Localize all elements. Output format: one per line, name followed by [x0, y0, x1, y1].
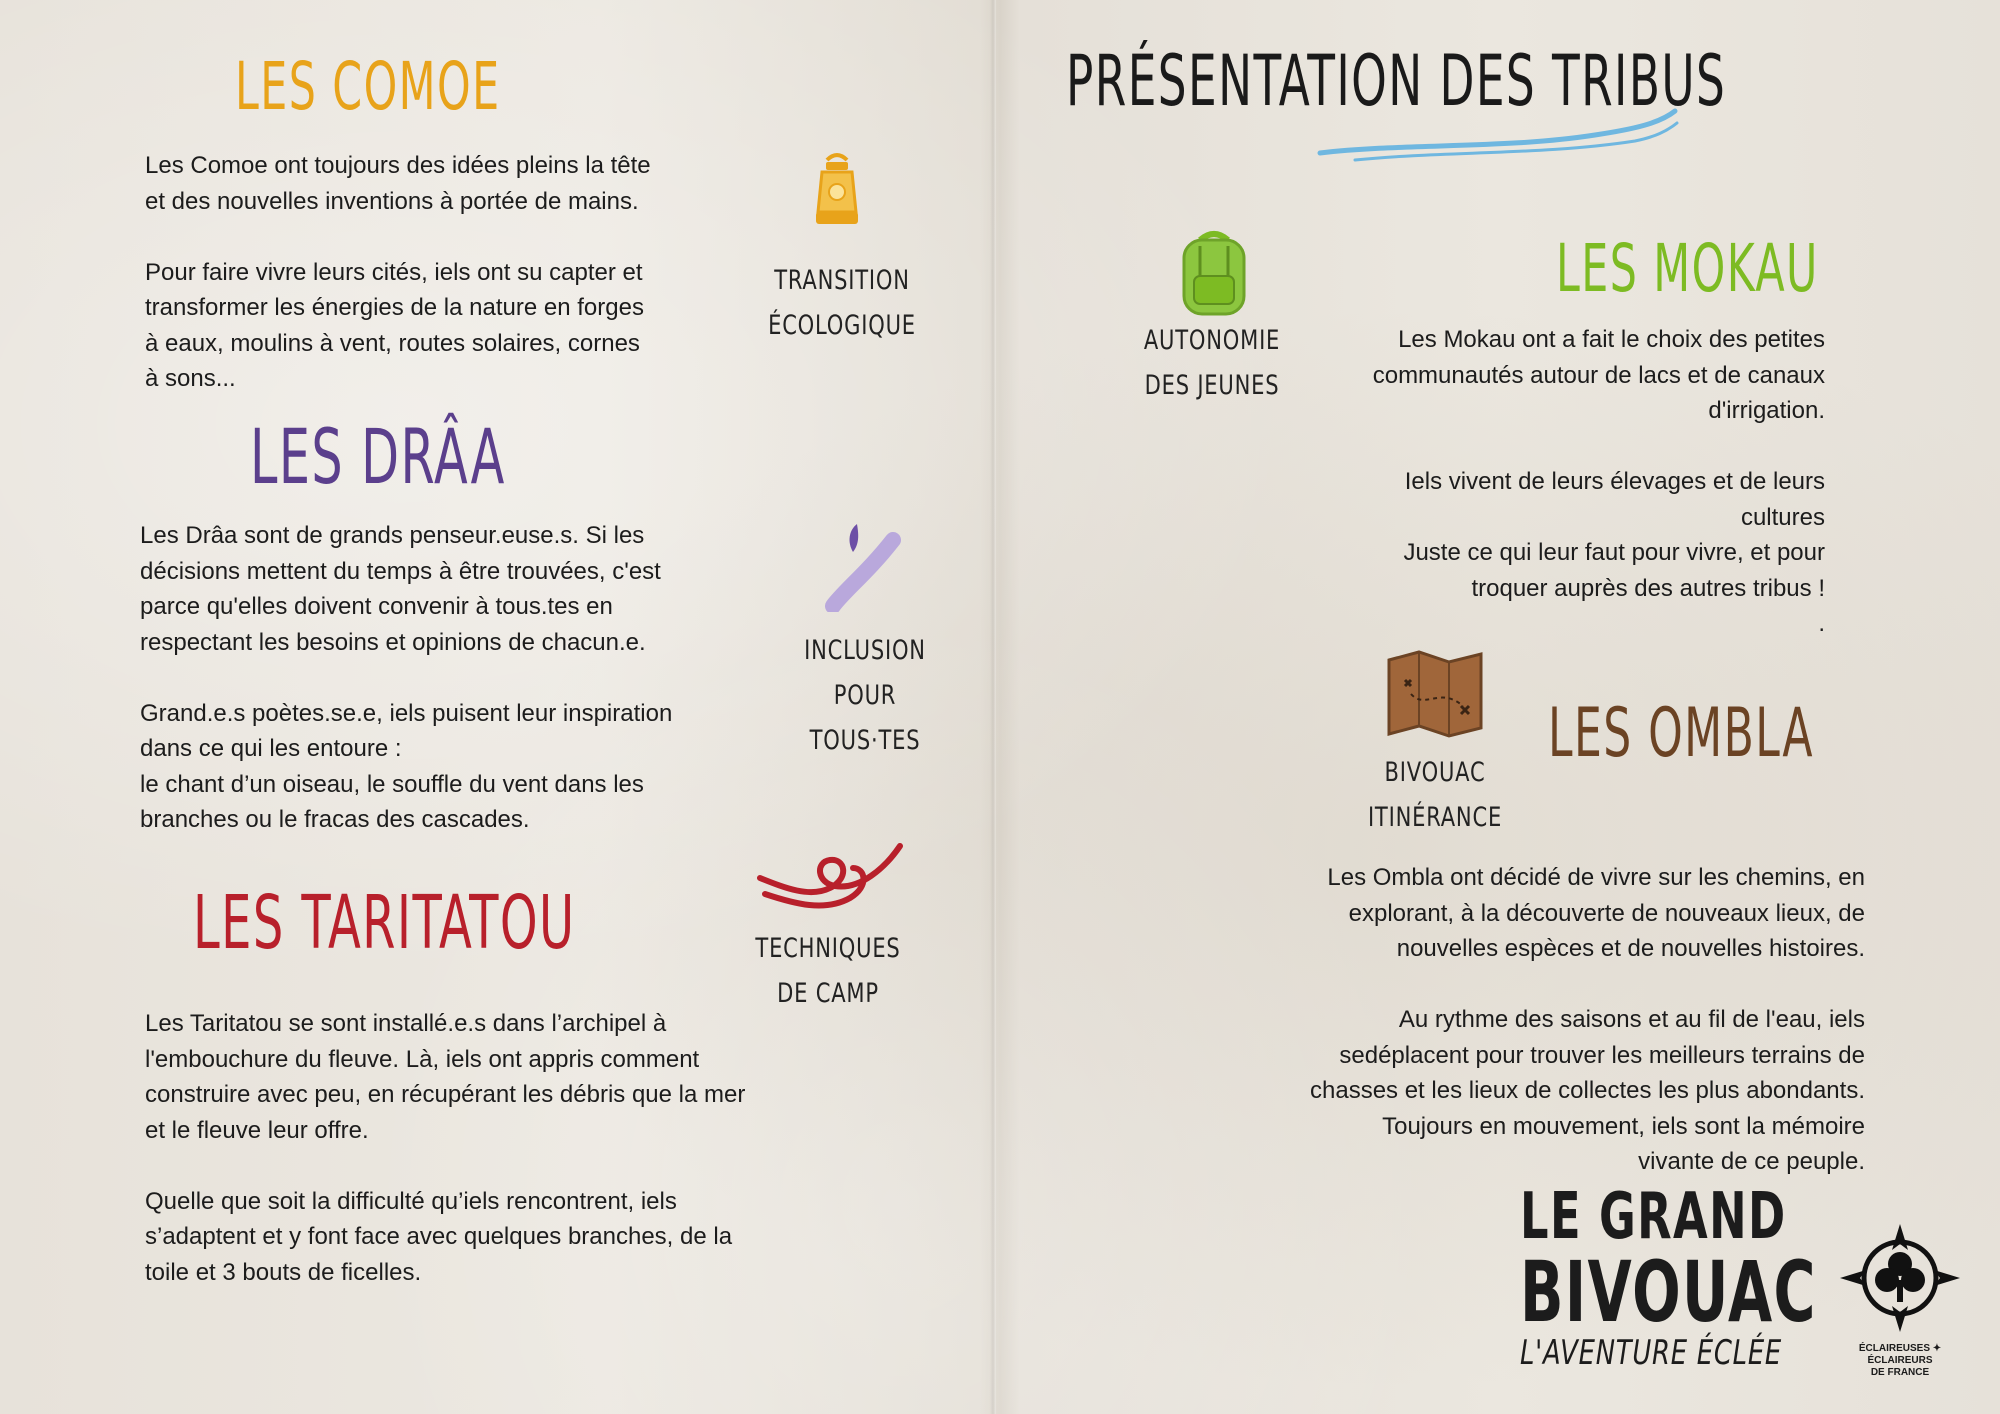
mokau-description: Les Mokau ont a fait le choix des petites communautés autour de lacs et de canaux d'irrigation. Iels vivent de leurs élevages et de leurs cultures Juste ce qui leur faut pour vivre, et pour troquer auprès des autres tribus ! .: [1372, 326, 1825, 637]
lantern-icon: [812, 150, 862, 234]
logo-line1: LE GRAND: [1520, 1180, 1787, 1254]
map-icon: [1385, 650, 1485, 738]
ombla-value-label: BIVOUAC ITINÉRANCE: [1367, 757, 1503, 833]
taritatou-description: Les Taritatou se sont installé.e.s dans l’archipel à l'embouchure du fleuve. Là, iels ont appris comment construire avec peu, en récupérant les débris que la mer et le fleuve leur offre. Quelle que soit la difficulté qu’iels rencontrent, iels s’adaptent et y font face avec quelques branches, de la toile et 3 bouts de ficelles.: [145, 1010, 746, 1286]
backpack-icon: [1178, 228, 1250, 316]
draa-title: LES DRÂA: [250, 412, 506, 501]
grand-bivouac-logo: [1520, 1182, 1820, 1397]
eedf-logo: [1834, 1222, 1966, 1378]
taritatou-value-label: TECHNIQUES DE CAMP: [755, 933, 901, 1009]
draa-description: Les Drâa sont de grands penseur.euse.s. Si les décisions mettent du temps à être trouvées, c'est parce qu'elles doivent convenir à tous.tes en respectant les besoins et opinions de chacun.e. Grand.e.s poètes.se.e, iels puisent leur inspiration dans ce qui les entoure : le chant d’un oiseau, le souffle du vent dans les branches ou le fracas des cascades.: [140, 522, 673, 833]
page-title: PRÉSENTATION DES TRIBUS: [1066, 40, 1727, 122]
rope-knot-icon: [755, 838, 905, 918]
comoe-title: LES COMOE: [235, 48, 501, 125]
comoe-value-label: TRANSITION ÉCOLOGIQUE: [768, 265, 916, 341]
eedf-name: ÉCLAIREUSES ✦ ÉCLAIREURS DE FRANCE: [1858, 1343, 1942, 1378]
logo-tagline: L'AVENTURE ÉCLÉE: [1520, 1333, 1782, 1373]
title-underline-wave: [1315, 105, 1685, 165]
page-fold: [990, 0, 996, 1414]
mokau-title: LES MOKAU: [1556, 230, 1819, 307]
comoe-description: Les Comoe ont toujours des idées pleins la tête et des nouvelles inventions à portée de mains. Pour faire vivre leurs cités, iels ont su capter et transformer les énergies de la nature en forges à eaux, moulins à vent, routes solaires, cornes à sons...: [145, 152, 651, 392]
draa-value-label: INCLUSION POUR TOUS·TES: [804, 635, 926, 756]
logo-line2: BIVOUAC: [1520, 1243, 1817, 1341]
trefoil-compass-icon: [1834, 1222, 1966, 1334]
ombla-description: Les Ombla ont décidé de vivre sur les chemins, en explorant, à la découverte de nouveaux lieux, de nouvelles espèces et de nouvelles histoires. Au rythme des saisons et au fil de l'eau, iels sedéplacent pour trouver les meilleurs terrains de chasses et les lieux de collectes les plus abondants. Toujours en mouvement, iels sont la mémoire vivante de ce peuple.: [1310, 864, 1865, 1175]
taritatou-title: LES TARITATOU: [193, 880, 576, 966]
ombla-title: LES OMBLA: [1548, 694, 1814, 773]
mokau-value-label: AUTONOMIE DES JEUNES: [1143, 325, 1281, 401]
feather-stick-icon: [823, 522, 903, 612]
